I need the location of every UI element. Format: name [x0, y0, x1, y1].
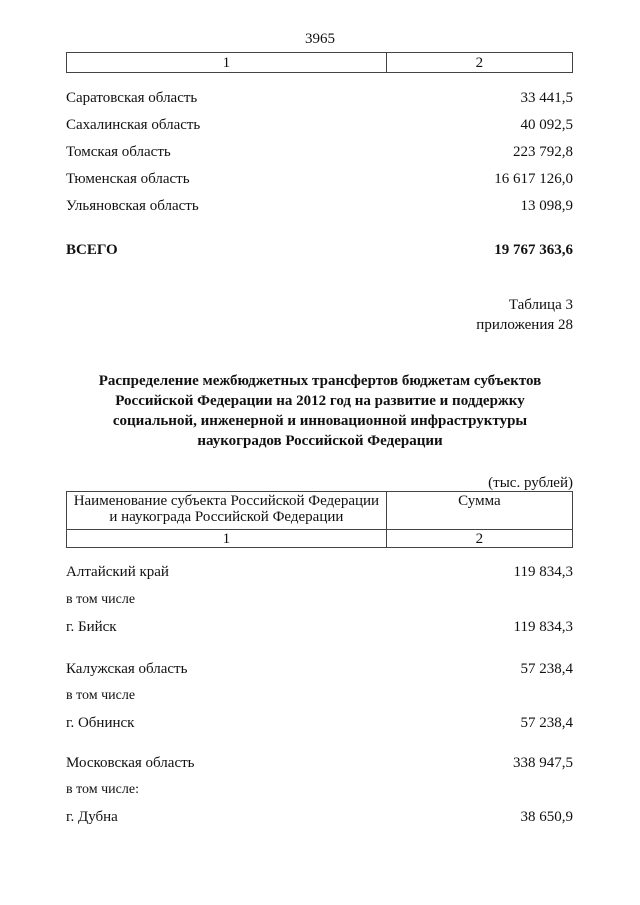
region-name: Московская область	[66, 755, 195, 771]
table3-header	[66, 491, 573, 548]
city-name: г. Обнинск	[66, 715, 135, 731]
title-line: Распределение межбюджетных трансфертов бюджетам субъектов	[98, 373, 542, 389]
table-row	[66, 562, 573, 582]
region-value: 223 792,8	[513, 144, 573, 160]
table-title	[60, 371, 580, 451]
total-row	[66, 240, 573, 260]
table-row	[66, 88, 573, 108]
region-name: Сахалинская область	[66, 117, 201, 133]
region-value: 16 617 126,0	[494, 171, 573, 187]
table-row	[66, 590, 573, 610]
page-number: 3965	[305, 31, 335, 47]
header-sum-column: Сумма	[386, 492, 572, 530]
region-name: Ульяновская область	[66, 198, 199, 214]
column-number-2: 2	[386, 530, 572, 548]
table-row	[66, 196, 573, 216]
table-row	[66, 659, 573, 679]
column-number-2: 2	[386, 53, 572, 73]
city-name: г. Бийск	[66, 619, 117, 635]
region-value: 40 092,5	[520, 117, 573, 133]
region-value: 57 238,4	[520, 661, 573, 677]
region-value: 338 947,5	[513, 755, 573, 771]
including-label: в том числе	[66, 592, 136, 607]
total-value: 19 767 363,6	[494, 242, 573, 258]
table-row	[66, 807, 573, 827]
region-name: Алтайский край	[66, 564, 169, 580]
units-label: (тыс. рублей)	[488, 475, 573, 491]
region-value: 13 098,9	[520, 198, 573, 214]
header-name-line: Наименование субъекта Российской Федерации	[73, 493, 380, 509]
region-name: Калужская область	[66, 661, 188, 677]
including-label: в том числе	[66, 688, 136, 703]
city-value: 119 834,3	[513, 619, 573, 635]
title-line: Российской Федерации на 2012 год на развитие и поддержку	[115, 393, 525, 409]
region-name: Саратовская область	[66, 90, 198, 106]
table-row	[66, 617, 573, 637]
region-name: Томская область	[66, 144, 171, 160]
title-line: наукоградов Российской Федерации	[197, 433, 443, 449]
continuation-table-header	[66, 52, 573, 73]
column-number-1: 1	[67, 53, 387, 73]
column-number-1: 1	[67, 530, 387, 548]
region-value: 33 441,5	[520, 90, 573, 106]
total-label: ВСЕГО	[66, 242, 118, 258]
table-row	[66, 780, 573, 800]
region-value: 119 834,3	[513, 564, 573, 580]
including-label: в том числе:	[66, 782, 139, 797]
header-name-column	[67, 492, 387, 530]
region-name: Тюменская область	[66, 171, 190, 187]
appendix-reference: приложения 28	[476, 317, 573, 333]
table-row	[66, 753, 573, 773]
city-value: 38 650,9	[520, 809, 573, 825]
table-number: Таблица 3	[508, 297, 573, 313]
city-name: г. Дубна	[66, 809, 118, 825]
table-row	[66, 686, 573, 706]
table-row	[66, 142, 573, 162]
table-row	[66, 169, 573, 189]
header-name-line: и наукограда Российской Федерации	[109, 509, 344, 525]
table-row	[66, 115, 573, 135]
title-line: социальной, инженерной и инновационной инфраструктуры	[112, 413, 528, 429]
city-value: 57 238,4	[520, 715, 573, 731]
table-reference	[476, 295, 573, 335]
table-row	[66, 713, 573, 733]
